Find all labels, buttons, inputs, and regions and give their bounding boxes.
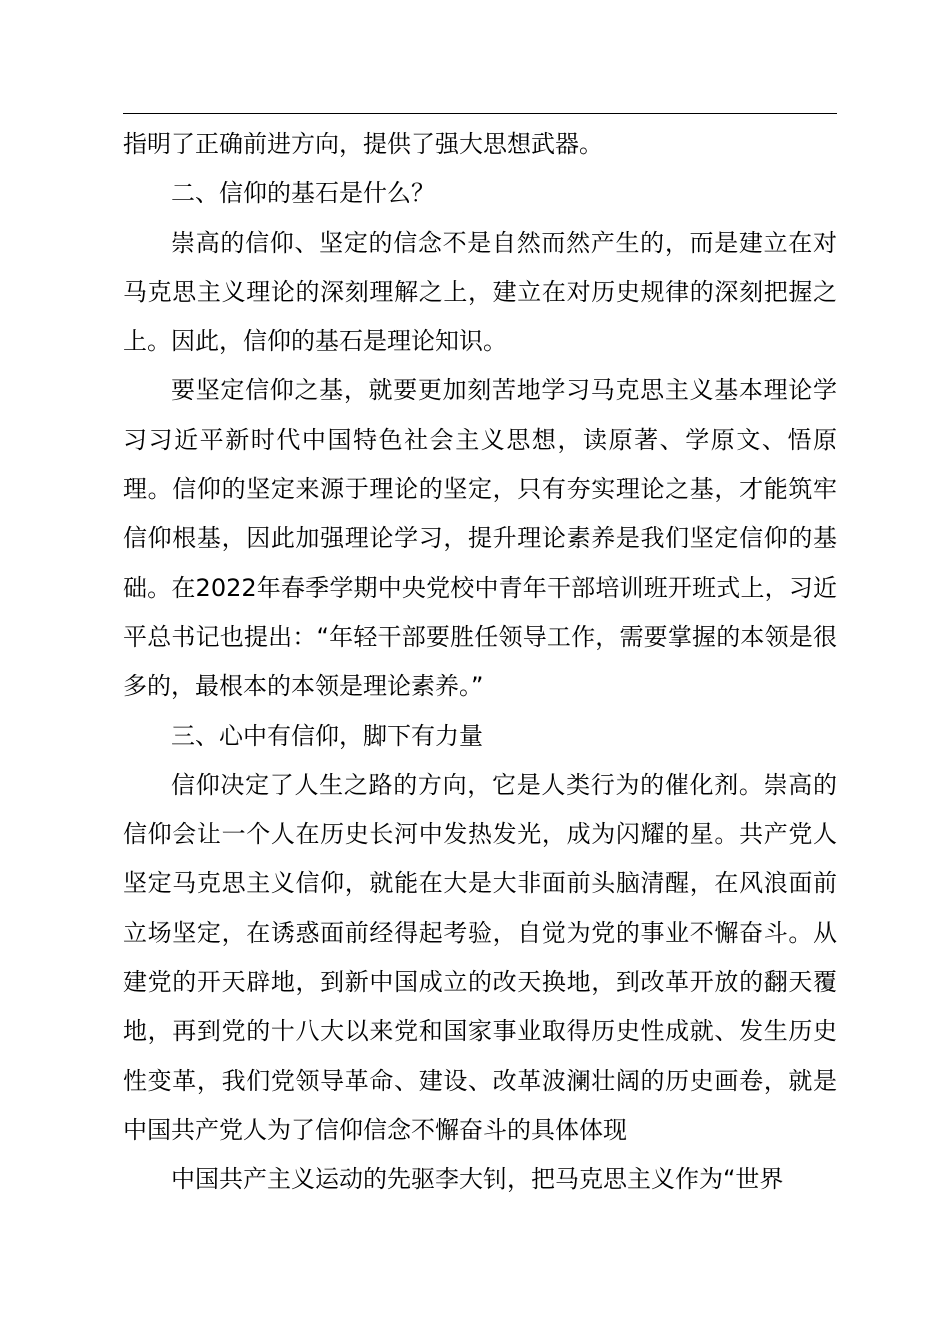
paragraph-li-dazhao: 中国共产主义运动的先驱李大钊，把马克思主义作为“世界 bbox=[171, 1165, 784, 1194]
document-body bbox=[123, 120, 837, 1205]
header-rule bbox=[123, 113, 837, 114]
section-heading-3: 三、心中有信仰，脚下有力量 bbox=[171, 721, 483, 750]
section-heading-2: 二、信仰的基石是什么？ bbox=[171, 179, 435, 208]
paragraph-theory-study: 要坚定信仰之基，就要更加刻苦地学习马克思主义基本理论学习习近平新时代中国特色社会主义思想，读原著、学原文、悟原理。信仰的坚定来源于理论的坚定，只有夯实理论之基，才能筑牢信仰根基，因此加强理论学习，提升理论素养是我们坚定信仰的基础。在2022年春季学期中央党校中青年干部培训班开班式上，习近平总书记也提出：“年轻干部要胜任领导工作，需要掌握的本领是很多的，最根本的本领是理论素养。” bbox=[123, 376, 837, 701]
paragraph-continuation: 指明了正确前进方向，提供了强大思想武器。 bbox=[123, 130, 603, 158]
paragraph-faith-direction: 信仰决定了人生之路的方向，它是人类行为的催化剂。崇高的信仰会让一个人在历史长河中发热发光，成为闪耀的星。共产党人坚定马克思主义信仰，就能在大是大非面前头脑清醒，在风浪面前立场坚定，在诱惑面前经得起考验，自觉为党的事业不懈奋斗。从建党的开天辟地，到新中国成立的改天换地，到改革开放的翻天覆地，再到党的十八大以来党和国家事业取得历史性成就、发生历史性变革，我们党领导革命、建设、改革波澜壮阔的历史画卷，就是中国共产党人为了信仰信念不懈奋斗的具体体现 bbox=[123, 770, 837, 1144]
paragraph-foundation-of-faith: 崇高的信仰、坚定的信念不是自然而然产生的，而是建立在对马克思主义理论的深刻理解之上，建立在对历史规律的深刻把握之上。因此，信仰的基石是理论知识。 bbox=[123, 228, 837, 356]
